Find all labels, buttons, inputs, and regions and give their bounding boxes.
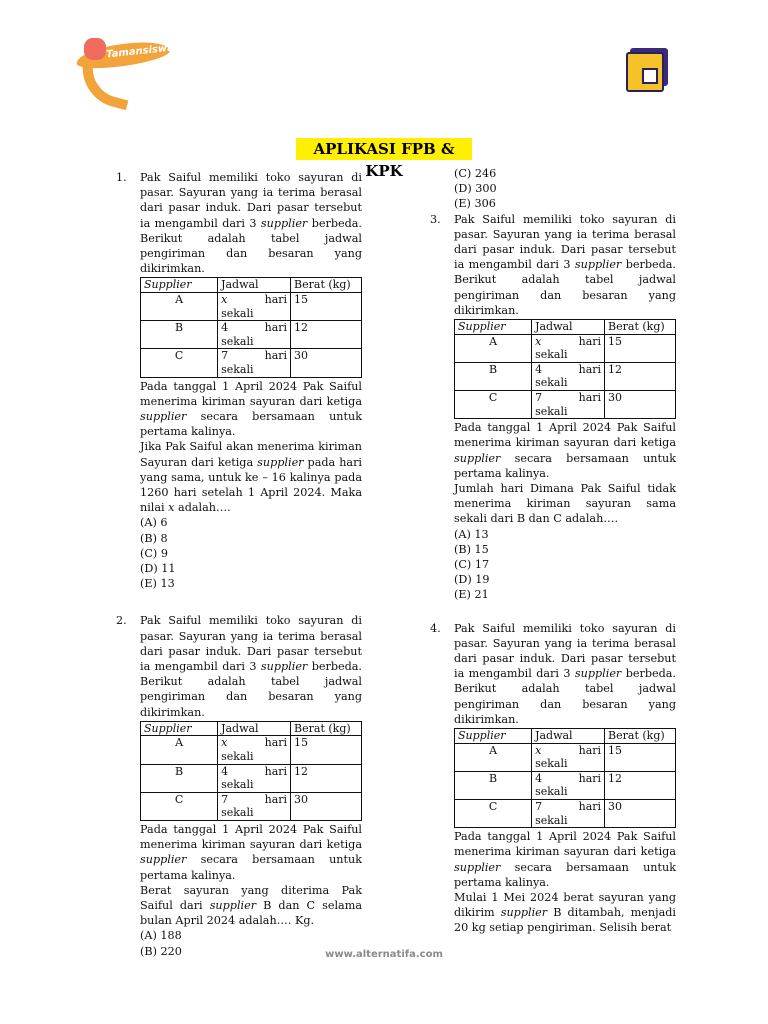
header-berat: Berat (kg) <box>605 320 676 335</box>
intro-text: Pak Saiful memiliki toko sayuran di pasar. Sayuran yang ia terima berasal dari pasar induk. Dari pasar tersebut ia mengambil dari 3 <box>454 212 676 272</box>
jadwal-num: 7 <box>221 792 229 806</box>
schedule-table <box>140 721 362 821</box>
jadwal-unit: hari <box>264 321 288 335</box>
intro-text-2: berbeda. Berikut adalah tabel jadwal pengiriman dan besaran yang dikirimkan. <box>454 667 676 726</box>
jadwal-unit: hari <box>578 771 602 785</box>
jadwal-tail: sekali <box>535 813 568 827</box>
table-row <box>141 792 362 820</box>
supplier-word: supplier <box>257 455 304 469</box>
question-prompt <box>140 439 362 515</box>
table-row <box>141 736 362 764</box>
option-b[interactable]: (B) 8 <box>140 531 168 545</box>
page-title: APLIKASI FPB & KPK <box>296 138 472 160</box>
cell-jadwal <box>218 764 291 792</box>
option-a[interactable]: (A) 6 <box>140 516 168 530</box>
cell-jadwal <box>532 743 605 771</box>
context-text: Pada tanggal 1 April 2024 Pak Saiful menerima kiriman sayuran dari ketiga <box>140 379 362 408</box>
option-d[interactable]: (D) 19 <box>454 573 490 587</box>
option-c[interactable]: (C) 9 <box>140 546 168 560</box>
table-row <box>455 391 676 419</box>
prompt-text: Jika Pak Saiful akan menerima kiriman Sayuran dari ketiga <box>140 440 362 469</box>
logo-square-icon <box>642 68 658 84</box>
question-3 <box>430 212 676 603</box>
question-intro <box>140 613 362 719</box>
header-jadwal: Jadwal <box>532 320 605 335</box>
option-e[interactable]: (E) 13 <box>140 577 175 591</box>
cell-jadwal <box>532 800 605 828</box>
jadwal-unit: hari <box>264 293 288 307</box>
fist-icon <box>84 38 106 60</box>
table-row <box>455 362 676 390</box>
header-supplier: Supplier <box>455 729 532 744</box>
jadwal-unit: hari <box>578 334 602 348</box>
table-row <box>141 764 362 792</box>
cell-berat: 15 <box>291 293 362 321</box>
context-text: Pada tanggal 1 April 2024 Pak Saiful menerima kiriman sayuran dari ketiga <box>140 823 362 852</box>
answer-options <box>454 166 676 212</box>
header-berat: Berat (kg) <box>605 729 676 744</box>
jadwal-tail: sekali <box>221 778 254 792</box>
table-header-row <box>455 320 676 335</box>
question-number: 2. <box>116 614 127 628</box>
question-context <box>140 822 362 883</box>
option-a[interactable]: (A) 13 <box>454 527 489 541</box>
schedule-table <box>140 277 362 377</box>
jadwal-num: 4 <box>221 321 229 335</box>
cell-supplier: A <box>141 293 218 321</box>
jadwal-num: 4 <box>535 771 543 785</box>
question-intro <box>140 170 362 276</box>
variable-x: x <box>168 501 175 515</box>
header-jadwal: Jadwal <box>218 278 291 293</box>
cell-supplier: C <box>141 349 218 377</box>
schedule-table <box>454 319 676 419</box>
jadwal-unit: hari <box>578 743 602 757</box>
answer-options <box>140 515 362 591</box>
question-prompt: Jumlah hari Dimana Pak Saiful tidak menerima kiriman sayuran sama sekali dari B dan C adalah…. <box>454 482 676 526</box>
table-row <box>141 293 362 321</box>
option-c[interactable]: (C) 17 <box>454 558 490 572</box>
question-2 <box>116 613 362 958</box>
jadwal-num: 7 <box>535 391 543 404</box>
context-text-2: secara bersamaan untuk pertama kalinya. <box>140 409 362 439</box>
cell-berat: 12 <box>605 771 676 799</box>
question-intro <box>454 212 676 318</box>
jadwal-tail: sekali <box>221 750 254 764</box>
jadwal-tail: sekali <box>535 404 568 418</box>
cell-jadwal <box>532 362 605 390</box>
cell-jadwal <box>218 736 291 764</box>
table-row <box>455 743 676 771</box>
cell-jadwal <box>218 792 291 820</box>
prompt-text-2: pada hari yang sama, untuk ke – 16 kalinya pada 1260 hari setelah 1 April 2024. Maka nilai <box>140 455 362 515</box>
jadwal-unit: hari <box>578 362 602 376</box>
cell-jadwal <box>532 771 605 799</box>
prompt-text-3: adalah…. <box>174 501 231 515</box>
logo-swoosh-tail <box>74 58 137 111</box>
question-context <box>140 379 362 440</box>
jadwal-tail: sekali <box>221 334 254 348</box>
question-1 <box>116 170 362 591</box>
table-header-row <box>141 278 362 293</box>
intro-text-2: berbeda. Berikut adalah tabel jadwal pengiriman dan besaran yang dikirimkan. <box>140 216 362 276</box>
prompt-text: Berat sayuran yang diterima Pak Saiful dari <box>140 883 362 913</box>
cell-jadwal <box>218 321 291 349</box>
table-header-row <box>455 729 676 744</box>
jadwal-num: x <box>221 736 228 750</box>
supplier-word: supplier <box>454 860 501 874</box>
table-header-row <box>141 721 362 736</box>
cell-berat: 30 <box>291 792 362 820</box>
header-supplier: Supplier <box>141 278 218 293</box>
cell-jadwal <box>532 391 605 419</box>
intro-text: Pak Saiful memiliki toko sayuran di pasar. Sayuran yang ia terima berasal dari pasar induk. Dari pasar tersebut ia mengambil dari 3 <box>454 621 676 681</box>
cell-jadwal <box>532 334 605 362</box>
question-prompt <box>140 883 362 929</box>
option-e[interactable]: (E) 21 <box>454 588 489 602</box>
jadwal-tail: sekali <box>221 806 254 820</box>
cell-supplier: C <box>141 792 218 820</box>
header-supplier: Supplier <box>141 721 218 736</box>
supplier-word: supplier <box>260 216 308 230</box>
jadwal-tail: sekali <box>535 785 568 799</box>
cell-berat: 12 <box>605 362 676 390</box>
supplier-word: supplier <box>500 906 548 920</box>
tamansiswa-logo <box>70 32 180 100</box>
context-text-2: secara bersamaan untuk pertama kalinya. <box>140 853 362 882</box>
supplier-word: supplier <box>454 451 501 465</box>
left-column <box>116 170 362 959</box>
jadwal-num: 4 <box>221 764 229 778</box>
supplier-word: supplier <box>574 667 622 681</box>
option-b[interactable]: (B) 220 <box>140 944 182 958</box>
table-row <box>141 321 362 349</box>
header-jadwal: Jadwal <box>532 729 605 744</box>
table-row <box>455 334 676 362</box>
jadwal-unit: hari <box>264 736 288 750</box>
supplier-word: supplier <box>574 258 622 272</box>
jadwal-tail: sekali <box>535 757 568 771</box>
question-number: 1. <box>116 171 127 184</box>
jadwal-tail: sekali <box>535 376 568 390</box>
table-row <box>141 349 362 377</box>
jadwal-unit: hari <box>578 391 602 404</box>
cell-berat: 30 <box>605 391 676 419</box>
jadwal-tail: sekali <box>221 306 254 320</box>
supplier-word: supplier <box>140 409 187 423</box>
cell-supplier: C <box>455 800 532 828</box>
prompt-text-2: B dan C selama bulan April 2024 adalah…. Kg. <box>140 899 362 928</box>
option-e[interactable]: (E) 306 <box>454 197 496 211</box>
jadwal-num: x <box>535 743 542 757</box>
option-d[interactable]: (D) 11 <box>140 562 176 576</box>
schedule-table <box>454 728 676 828</box>
cell-berat: 15 <box>605 334 676 362</box>
question-2-continued <box>430 166 676 212</box>
context-text: Pada tanggal 1 April 2024 Pak Saiful menerima kiriman sayuran dari ketiga <box>454 421 676 450</box>
logo-front-square <box>626 52 664 92</box>
intro-text-2: berbeda. Berikut adalah tabel jadwal pengiriman dan besaran yang dikirimkan. <box>454 258 676 317</box>
cell-supplier: A <box>141 736 218 764</box>
cell-supplier: A <box>455 743 532 771</box>
jadwal-unit: hari <box>264 764 288 778</box>
jadwal-tail: sekali <box>535 348 568 362</box>
jadwal-unit: hari <box>578 800 602 814</box>
header-berat: Berat (kg) <box>291 721 362 736</box>
jadwal-unit: hari <box>264 349 288 363</box>
option-b[interactable]: (B) 15 <box>454 542 489 556</box>
supplier-word: supplier <box>209 899 257 913</box>
jadwal-num: 4 <box>535 362 543 376</box>
cell-berat: 12 <box>291 321 362 349</box>
jadwal-num: x <box>535 334 542 348</box>
intro-text: Pak Saiful memiliki toko sayuran di pasar. Sayuran yang ia terima berasal dari pasar induk. Dari pasar tersebut ia mengambil dari 3 <box>140 614 362 674</box>
table-row <box>455 800 676 828</box>
cell-supplier: A <box>455 334 532 362</box>
table-row <box>455 771 676 799</box>
cell-supplier: B <box>141 321 218 349</box>
intro-text: Pak Saiful memiliki toko sayuran di pasar. Sayuran yang ia terima berasal dari pasar induk. Dari pasar tersebut ia mengambil dari 3 <box>140 171 362 230</box>
question-prompt <box>454 890 676 936</box>
intro-text-2: berbeda. Berikut adalah tabel jadwal pengiriman dan besaran yang dikirimkan. <box>140 660 362 719</box>
question-4 <box>430 621 676 936</box>
cell-jadwal <box>218 293 291 321</box>
context-text: Pada tanggal 1 April 2024 Pak Saiful menerima kiriman sayuran dari ketiga <box>454 830 676 859</box>
alternatifa-logo <box>626 48 670 90</box>
option-a[interactable]: (A) 188 <box>140 929 182 943</box>
question-intro <box>454 621 676 727</box>
cell-supplier: B <box>455 771 532 799</box>
option-d[interactable]: (D) 300 <box>454 182 497 196</box>
question-context <box>454 829 676 890</box>
cell-berat: 30 <box>291 349 362 377</box>
jadwal-unit: hari <box>264 792 288 806</box>
context-text-2: secara bersamaan untuk pertama kalinya. <box>454 451 676 480</box>
cell-supplier: C <box>455 391 532 419</box>
supplier-word: supplier <box>140 853 187 867</box>
logo-text: Tamansiswa <box>105 42 175 61</box>
cell-supplier: B <box>141 764 218 792</box>
cell-berat: 12 <box>291 764 362 792</box>
context-text-2: secara bersamaan untuk pertama kalinya. <box>454 860 676 889</box>
cell-supplier: B <box>455 362 532 390</box>
footer-url[interactable]: www.alternatifa.com <box>325 949 443 960</box>
jadwal-num: x <box>221 293 228 307</box>
answer-options <box>454 527 676 603</box>
jadwal-num: 7 <box>221 349 229 363</box>
jadwal-num: 7 <box>535 800 543 814</box>
question-number: 3. <box>430 212 441 226</box>
right-column <box>430 167 677 936</box>
option-c[interactable]: (C) 246 <box>454 167 497 180</box>
cell-berat: 30 <box>605 800 676 828</box>
supplier-word: supplier <box>260 660 308 674</box>
prompt-text-2: B ditambah, menjadi 20 kg setiap pengiriman. Selisih berat <box>454 906 677 935</box>
jadwal-tail: sekali <box>221 362 254 376</box>
cell-berat: 15 <box>605 743 676 771</box>
header-jadwal: Jadwal <box>218 721 291 736</box>
header-supplier: Supplier <box>455 320 532 335</box>
cell-jadwal <box>218 349 291 377</box>
header-berat: Berat (kg) <box>291 278 362 293</box>
question-context <box>454 420 676 481</box>
cell-berat: 15 <box>291 736 362 764</box>
question-number: 4. <box>430 621 441 635</box>
prompt-text: Mulai 1 Mei 2024 berat sayuran yang dikirim <box>454 891 676 920</box>
